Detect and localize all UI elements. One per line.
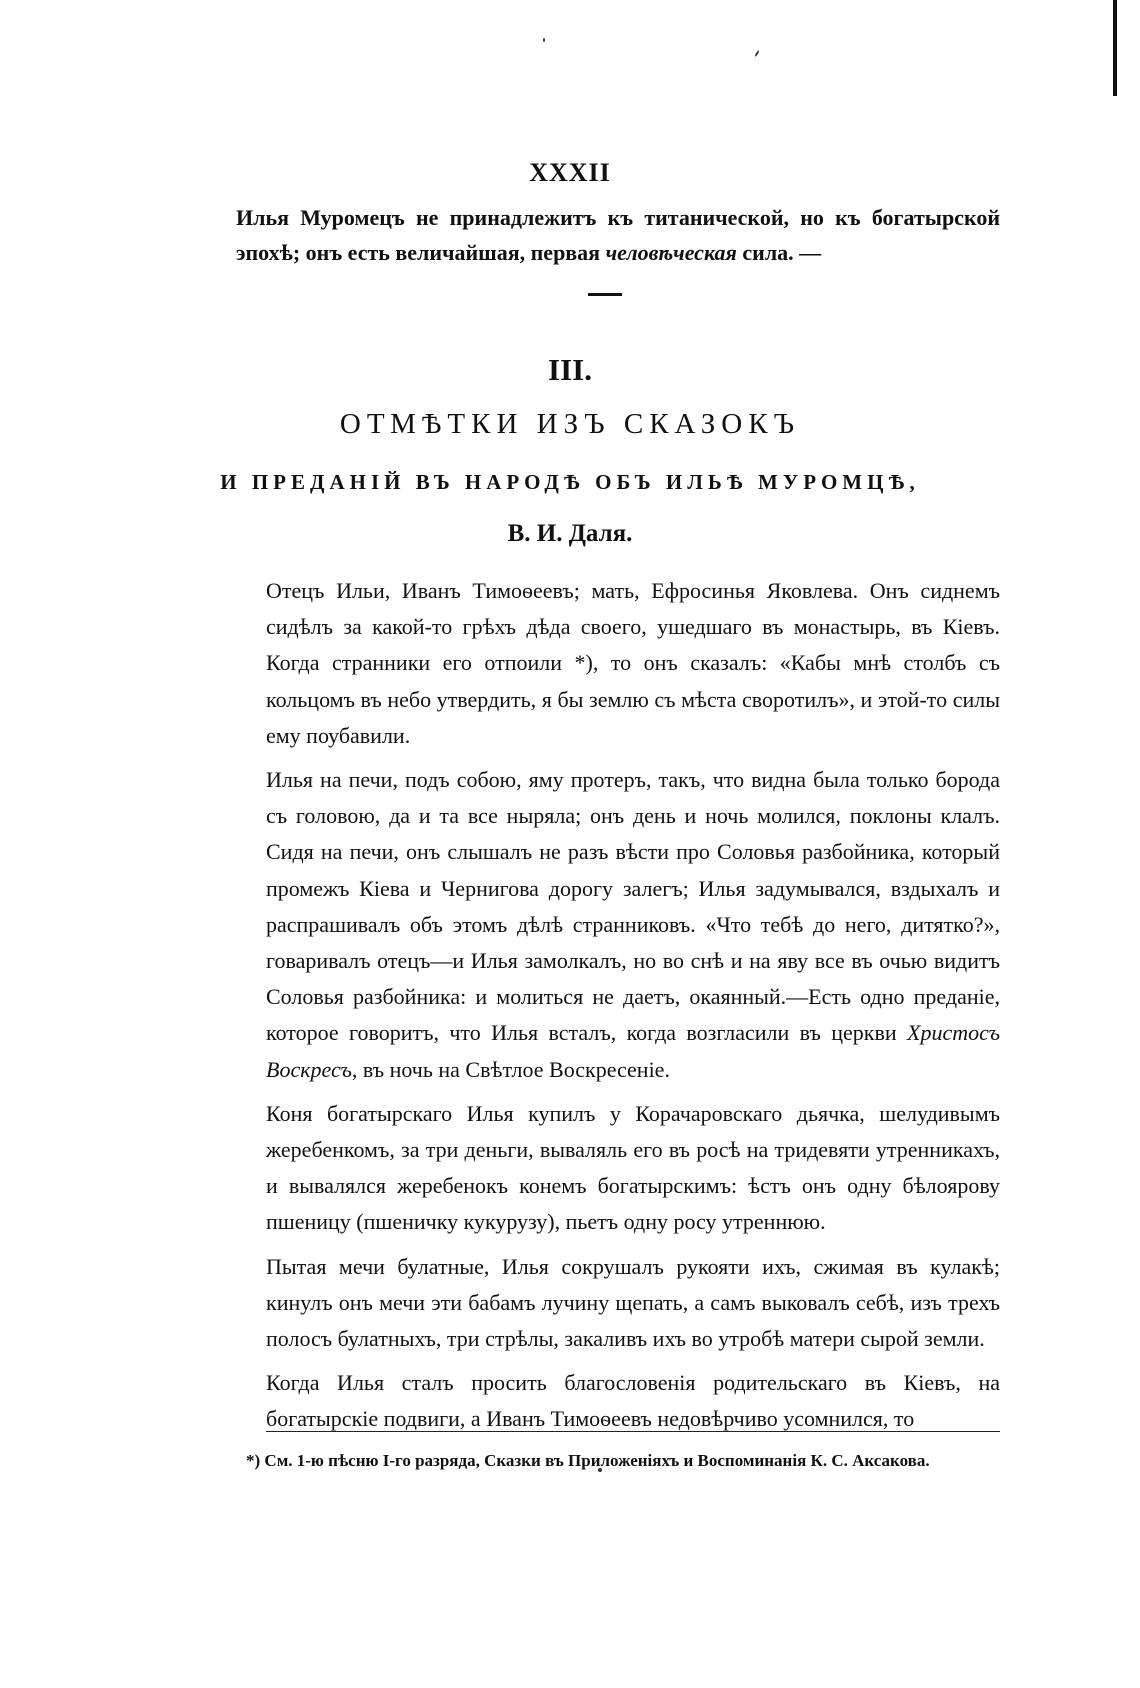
page-number: XXXII <box>529 158 611 187</box>
intro-italic-text: человѣческая <box>605 240 737 265</box>
paragraph-italic-text: Христосъ Воскресъ <box>266 1020 1000 1082</box>
footnote-rule <box>266 1431 1000 1432</box>
section-subtitle: И ПРЕДАНІЙ ВЪ НАРОДѢ ОБЪ ИЛЬѢ МУРОМЦѢ, <box>220 470 920 494</box>
scan-speck <box>543 38 545 42</box>
paragraph: Когда Илья сталъ просить благословенія родительскаго въ Кіевъ, на богатырскіе подвиги, а Иванъ Тимоѳеевъ недовѣрчиво усомнился, то <box>266 1370 1000 1432</box>
paragraph-text: Илья на печи, подъ собою, яму протеръ, такъ, что видна была только борода съ головою, да и та все ныряла; онъ день и ночь молился, поклоны клалъ. Сидя на печи, онъ слышалъ не разъ вѣсти про Соловья разбойника, который промежъ Кіева и Чернигова дорогу залегъ; Илья задумывался, вздыхалъ и распрашивалъ объ этомъ дѣлѣ странниковъ. «Что тебѣ до него, дитятко?», говаривалъ отецъ—и Илья замолкалъ, но во снѣ и на яву все въ очью видитъ Соловья разбойника: и молиться не даетъ, окаянный.—Есть одно преданіе, которое говоритъ, что Илья всталъ, когда возгласили въ церкви <box>266 767 1000 1046</box>
paragraph: Коня богатырскаго Илья купилъ у Корачаровскаго дьячка, шелудивымъ жеребенкомъ, за три деньги, вываляль его въ росѣ на тридевяти утренникахъ, и вывалялся жеребенокъ конемъ богатырскимъ: ѣстъ онъ одну бѣлоярову пшеницу (пшеничку кукурузу), пьетъ одну росу утреннюю. <box>266 1100 1000 1235</box>
body-text <box>266 573 1000 1446</box>
paragraph <box>266 762 1000 1088</box>
intro-text: Илья Муромецъ не принадлежитъ къ титанической, но къ богатырской эпохѣ; онъ есть величайшая, первая <box>236 205 1000 265</box>
paragraph: Пытая мечи булатные, Илья сокрушалъ рукояти ихъ, сжимая въ кулакѣ; кинулъ онъ мечи эти бабамъ лучину щепать, а самъ выковалъ себѣ, изъ трехъ полосъ булатныхъ, три стрѣлы, закаливъ ихъ во утробѣ матери сырой земли. <box>266 1253 1000 1352</box>
footnote: *) См. 1-ю пѣсню І-го разряда, Сказки въ Приложеніяхъ и Воспоминанія К. С. Аксакова. <box>246 1451 930 1470</box>
paragraph-text-end: , въ ночь на Свѣтлое Воскресеніе. <box>351 1056 670 1082</box>
intro-text-end: сила. — <box>736 240 822 265</box>
author-name: В. И. Даля. <box>507 520 633 547</box>
scan-speck <box>754 50 759 57</box>
section-divider <box>588 293 622 296</box>
intro-paragraph <box>236 200 1000 270</box>
scan-edge-line <box>1113 0 1117 96</box>
section-title: ОТМѢТКИ ИЗЪ СКАЗОКЪ <box>339 408 801 440</box>
paragraph: Отецъ Ильи, Иванъ Тимоѳеевъ; мать, Ефросинья Яковлева. Онъ сиднемъ сидѣлъ за какой-то грѣхъ дѣда своего, ушедшаго въ монастырь, въ Кіевъ. Когда странники его отпоили *), то онъ сказалъ: «Кабы мнѣ столбъ съ кольцомъ въ небо утвердить, я бы землю съ мѣста своротилъ», и этой-то силы ему поубавили. <box>266 578 1000 748</box>
section-number: III. <box>548 352 592 387</box>
